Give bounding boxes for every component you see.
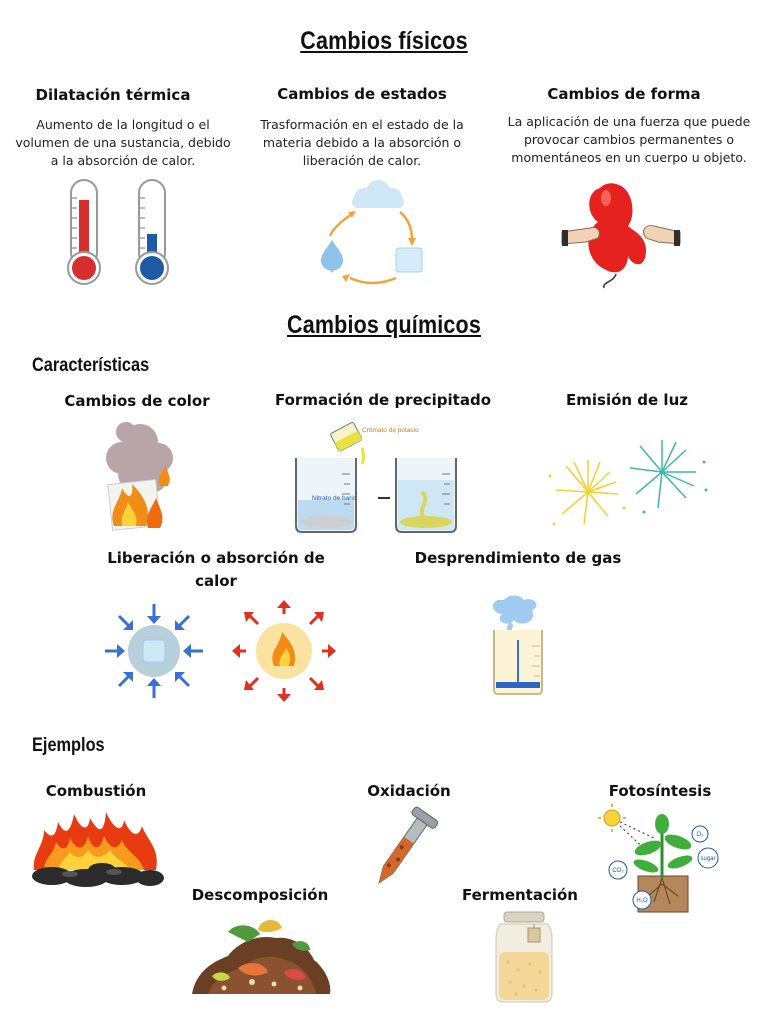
gas-beaker-icon xyxy=(484,596,554,698)
heading-combustion: Combustión xyxy=(45,782,147,800)
thermometer-hot-icon xyxy=(64,178,104,286)
heading-fotosintesis: Fotosíntesis xyxy=(608,782,712,800)
fireworks-icon xyxy=(544,432,714,532)
heading-dilatacion: Dilatación térmica xyxy=(35,86,191,104)
heading-calor: Liberación o absorción de calor xyxy=(107,549,325,590)
desc-forma: La aplicación de una fuerza que puede provocar cambios permanentes o momentáneos en un cuerpo u objeto. xyxy=(507,114,751,165)
chemical-title: Cambios químicos xyxy=(287,311,481,339)
rusty-nail-icon xyxy=(360,808,446,886)
co2-label: CO₂ xyxy=(612,868,624,874)
heading-estados: Cambios de estados xyxy=(277,85,447,103)
physical-title: Cambios físicos xyxy=(300,27,468,55)
precipitate-beakers-icon xyxy=(288,418,468,536)
thermometer-cold-icon xyxy=(132,178,172,286)
characteristics-label: Características xyxy=(32,355,150,376)
heading-gas: Desprendimiento de gas xyxy=(414,549,622,567)
heading-luz: Emisión de luz xyxy=(566,391,688,409)
heading-forma: Cambios de forma xyxy=(547,85,701,103)
h2o-label: H₂O xyxy=(636,898,648,904)
compost-pile-icon xyxy=(188,912,334,996)
heading-oxidacion: Oxidación xyxy=(367,782,451,800)
heat-release-icon xyxy=(234,602,334,700)
heading-fermentacion: Fermentación xyxy=(461,886,578,904)
balloon-squeeze-icon xyxy=(562,178,680,290)
examples-label: Ejemplos xyxy=(32,735,105,756)
fermentation-jar-icon xyxy=(490,910,558,1006)
o2-label: O₂ xyxy=(696,832,704,838)
reagent-label: Cromato de potasio xyxy=(362,427,419,434)
plant-photosynthesis-icon xyxy=(598,804,722,914)
desc-dilatacion: Aumento de la longitud o el volumen de una sustancia, debido a la absorción de calor. xyxy=(15,117,231,168)
desc-estados: Trasformación en el estado de la materia debido a la absorción o liberación de calor. xyxy=(260,117,464,168)
beaker-label: Nitrato de bario xyxy=(312,495,357,502)
water-cycle-icon xyxy=(312,178,442,290)
sugar-label: sugar xyxy=(700,856,716,862)
heading-color: Cambios de color xyxy=(64,392,210,410)
fire-icon xyxy=(30,806,164,888)
burning-paper-icon xyxy=(100,418,182,534)
heat-absorption-icon xyxy=(103,602,205,700)
heading-precipitado: Formación de precipitado xyxy=(274,391,492,409)
heading-descomposicion: Descomposición xyxy=(191,886,329,904)
